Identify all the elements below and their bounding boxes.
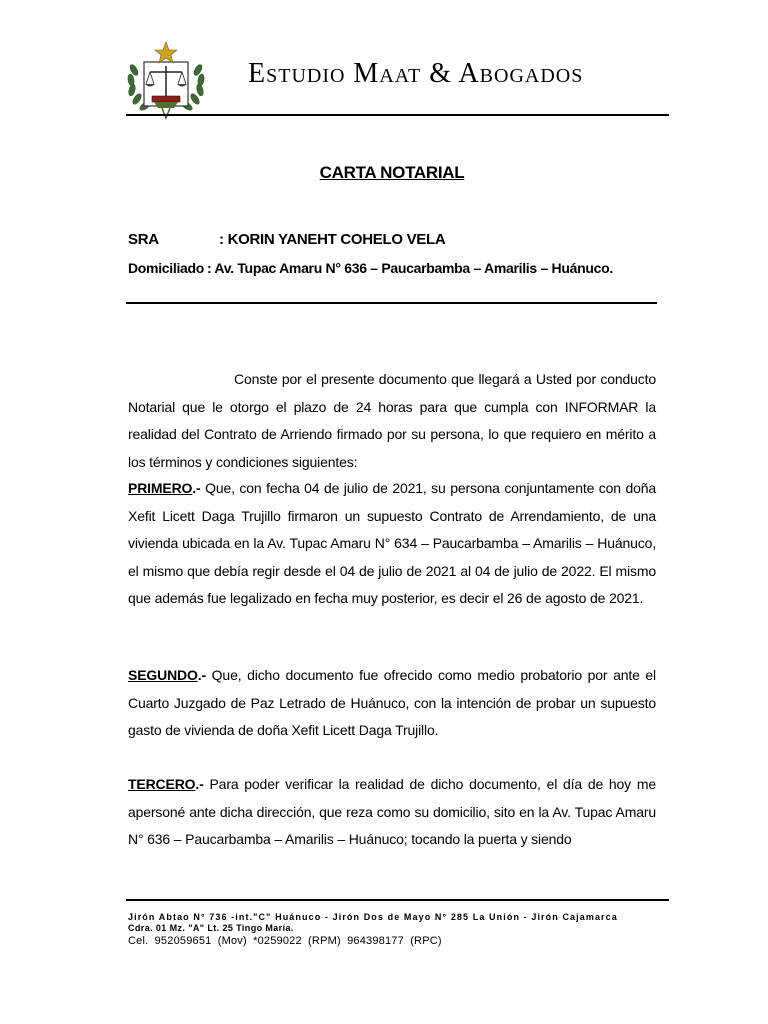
- footer-phones: Cel. 952059651 (Mov) *0259022 (RPM) 964398177 (RPC): [128, 935, 442, 947]
- footer-addresses: Jirón Abtao N° 736 -int."C" Huánuco - Jirón Dos de Mayo N° 285 La Unión - Jirón Cajamarca: [128, 912, 618, 922]
- clause-separator: .-: [192, 480, 201, 496]
- recipient-address: : Av. Tupac Amaru N° 636 – Paucarbamba – Amarilis – Huánuco.: [207, 260, 613, 276]
- clause-text: Que, con fecha 04 de julio de 2021, su persona conjuntamente con doña Xefit Licett Daga Trujillo firmaron un supuesto Contrato de Arrendamiento, de una vivienda ubicada en la Av. Tupac Amaru N° 634 – Paucarbamba – Amarilis – Huánuco, el mismo que debía regir desde el 04 de julio de 2021 al 04 de julio de 2022. El mismo que además fue legalizado en fecha muy posterior, es decir el 26 de agosto de 2021.: [128, 480, 656, 606]
- clause-text: Para poder verificar la realidad de dicho documento, el día de hoy me apersoné ante dicha dirección, que reza como su domicilio, sito en la Av. Tupac Amaru N° 636 – Paucarbamba – Amarilis – Huánuco; tocando la puerta y siendo: [128, 776, 656, 847]
- clause-tercero: [128, 771, 656, 854]
- footer-address-continued: Cdra. 01 Mz. "A" Lt. 25 Tingo María.: [128, 923, 294, 933]
- clause-heading: SEGUNDO: [128, 667, 198, 683]
- recipient-label: SRA: [128, 231, 159, 248]
- firm-logo-seal: [124, 40, 208, 120]
- intro-paragraph: Conste por el presente documento que llegará a Usted por conducto Notarial que le otorgo el plazo de 24 horas para que cumpla con INFORMAR la realidad del Contrato de Arriendo firmado por su persona, lo que requiero en mérito a los términos y condiciones siguientes:: [128, 371, 656, 470]
- recipient-name: : KORIN YANEHT COHELO VELA: [219, 231, 446, 248]
- clause-heading: PRIMERO: [128, 480, 193, 496]
- header-divider: [126, 114, 669, 116]
- clause-text: Que, dicho documento fue ofrecido como medio probatorio por ante el Cuarto Juzgado de Paz Letrado de Huánuco, con la intención de probar un supuesto gasto de vivienda de doña Xefit Licett Daga Trujillo.: [128, 667, 656, 738]
- address-divider: [126, 302, 657, 304]
- address-label: Domiciliado: [128, 260, 205, 276]
- clause-separator: .-: [197, 667, 207, 683]
- clause-primero: [128, 475, 656, 613]
- clause-heading: TERCERO: [128, 776, 196, 792]
- clause-segundo: [128, 662, 656, 745]
- firm-name: Estudio Maat & Abogados: [248, 58, 584, 89]
- footer-divider: [126, 899, 669, 901]
- clause-separator: .-: [195, 776, 204, 792]
- document-title: CARTA NOTARIAL: [319, 163, 465, 182]
